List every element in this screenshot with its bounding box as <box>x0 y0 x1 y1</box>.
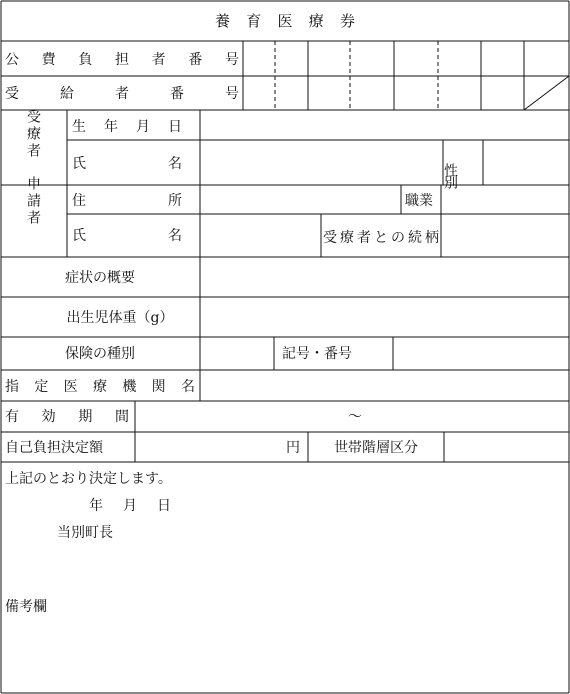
symptoms-label: 症状の概要 <box>65 270 135 286</box>
issuer-label: 当別町長 <box>57 525 113 541</box>
birth-date-label: 生 年 月 日 <box>72 119 182 135</box>
form-title: 養 育 医 療 券 <box>215 12 355 30</box>
sex-label: 性 別 <box>442 163 458 189</box>
patient-section-label: 受 療 者 <box>25 109 41 157</box>
household-class-label: 世帯階層区分 <box>334 440 418 456</box>
applicant-section-label: 申 請 者 <box>25 176 41 224</box>
recipient-number-label: 受 給 者 番 号 <box>5 86 239 102</box>
period-separator: ～ <box>348 409 362 425</box>
address-label: 住 所 <box>72 193 182 209</box>
remarks-label: 備考欄 <box>5 599 47 615</box>
insurance-type-label: 保険の種別 <box>65 346 135 362</box>
decision-date-line: 年 月 日 <box>89 498 171 514</box>
validity-period-label: 有 効 期 間 <box>5 409 129 425</box>
copay-amount-label: 自己負担決定額 <box>5 440 103 456</box>
relationship-label: 受療者との続柄 <box>323 230 439 246</box>
decision-statement: 上記のとおり決定します。 <box>5 471 172 487</box>
symbol-number-label: 記号・番号 <box>282 346 352 362</box>
patient-name-label: 氏 名 <box>72 156 182 172</box>
birth-weight-label: 出生児体重（g） <box>66 310 174 326</box>
public-expense-number-label: 公 費 負 担 者 番 号 <box>5 52 239 68</box>
designated-institution-label: 指 定 医 療 機 関 名 <box>5 379 195 395</box>
applicant-name-label: 氏 名 <box>72 228 182 244</box>
occupation-label: 職業 <box>405 193 433 209</box>
yen-unit-label: 円 <box>286 440 300 456</box>
